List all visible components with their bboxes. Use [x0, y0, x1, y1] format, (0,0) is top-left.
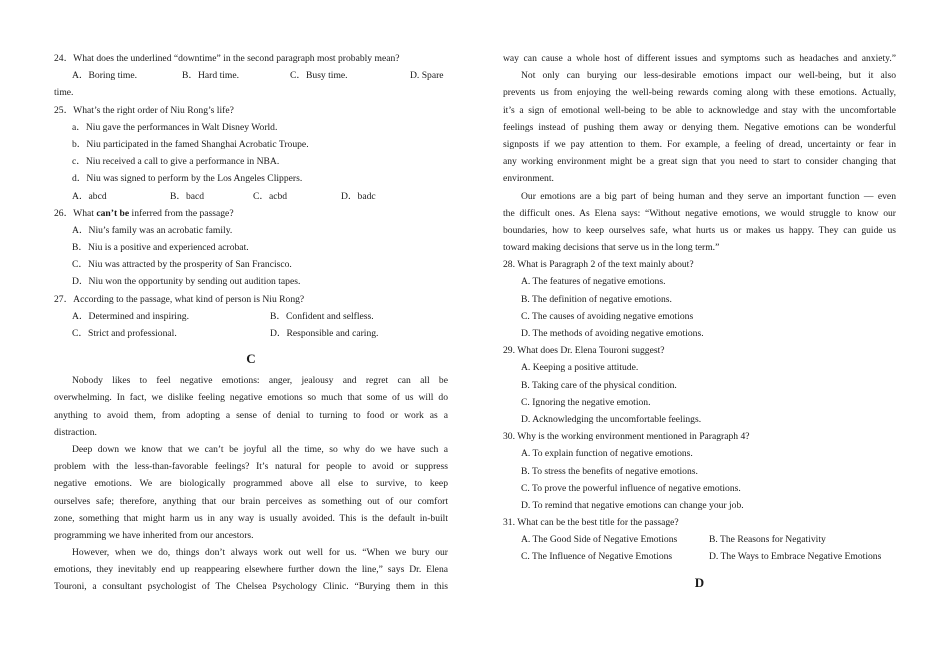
- q25-event-a: a．Niu gave the performances in Walt Disney World.: [72, 121, 278, 133]
- q27-stem: 27．According to the passage, what kind of person is Niu Rong?: [54, 293, 305, 305]
- q24-wrap: time.: [54, 87, 74, 99]
- q26-stem-post: inferred from the passage?: [129, 207, 234, 219]
- passage-c-line: Touroni, a consultant psychologist of The Chelsea Psychology Clinic. “Burying them in this: [54, 581, 448, 593]
- q27-option-a: A．Determined and inspiring.: [72, 310, 189, 322]
- passage-c-line: problem with the less-than-favorable feelings? It’s natural for people to avoid or suppress: [54, 461, 448, 473]
- passage-c-line: programming we have inherited from our ancestors.: [54, 529, 254, 541]
- passage-c-line: boundaries, how to keep ourselves safe, what hurts us or makes us happy. They can guide us: [503, 224, 896, 236]
- passage-c-line: Not only can burying our less-desirable emotions impact our well-being, but it also: [521, 70, 896, 82]
- q26-stem: [54, 205, 448, 222]
- q24-option-a: A．Boring time.: [72, 70, 138, 82]
- q31-option-d: D. The Ways to Embrace Negative Emotions: [709, 551, 882, 563]
- q28-option-d: D. The methods of avoiding negative emotions.: [521, 328, 704, 339]
- passage-c-line: any working environment might be a great sign that you need to start to consider changing that: [503, 156, 896, 168]
- passage-c-line: way can cause a whole host of different issues and symptoms such as headaches and anxiety.”: [503, 53, 896, 64]
- passage-c-line: feelings instead of pushing them away or denying them. Negative emotions can be wonderful: [503, 121, 896, 133]
- q28-option-c: C. The causes of avoiding negative emotions: [521, 310, 694, 322]
- q25-event-c: c．Niu received a call to give a performance in NBA.: [72, 156, 280, 168]
- q29-option-d: D. Acknowledging the uncomfortable feelings.: [521, 413, 702, 425]
- passage-c-line: signposts if we pay attention to them. For example, a feeling of dread, uncertainty or fear in: [503, 138, 896, 150]
- q31-stem: 31. What can be the best title for the passage?: [503, 517, 679, 529]
- section-heading-c: C: [246, 351, 256, 367]
- q26-stem-bold: can’t be: [96, 207, 130, 219]
- q29-option-a: A. Keeping a positive attitude.: [521, 362, 639, 374]
- passage-c-line: distraction.: [54, 426, 97, 438]
- passage-c-line: Nobody likes to feel negative emotions: anger, jealousy and regret can all be: [72, 375, 448, 387]
- q29-option-c: C. Ignoring the negative emotion.: [521, 396, 651, 408]
- passage-c-line: Our emotions are a big part of being human and they serve an important function — even: [521, 190, 896, 202]
- passage-c-line: ourselves safe; therefore, anything that our brain perceives as something out of our comfort: [54, 495, 448, 507]
- q24-options: [54, 67, 448, 84]
- q25-event-d: d．Niu was signed to perform by the Los Angeles Clippers.: [72, 173, 303, 185]
- q24-stem: 24．What does the underlined “downtime” in the second paragraph most probably mean?: [54, 53, 400, 64]
- passage-c-line: Deep down we know that we can’t be joyful all the time, so why do we have such a: [72, 443, 448, 455]
- passage-c-line: However, when we do, things don’t always work out well for us. “When we bury our: [72, 547, 448, 559]
- q30-option-d: D. To remind that negative emotions can change your job.: [521, 499, 744, 511]
- right-column: [503, 50, 896, 596]
- q31-options-row2: [503, 548, 896, 565]
- q27-options-row1: [54, 308, 448, 325]
- q25-options: [54, 188, 448, 205]
- q25-option-d: D．badc: [341, 190, 376, 202]
- passage-c-line: anything to avoid them, from adopting a sense of denial to turning to food or work as a: [54, 409, 448, 421]
- q27-options-row2: [54, 325, 448, 342]
- q26-stem-pre: 26．What: [54, 207, 97, 219]
- q26-option-a: A．Niu’s family was an acrobatic family.: [72, 224, 233, 236]
- passage-c-line: prevents us from enjoying the well-being rewards coming along with these emotions. Actually,: [503, 87, 896, 99]
- section-heading-d: D: [694, 574, 705, 590]
- q26-option-b: B．Niu is a positive and experienced acrobat.: [72, 242, 249, 254]
- q30-option-c: C. To prove the powerful influence of negative emotions.: [521, 482, 741, 494]
- q30-stem: 30. Why is the working environment mentioned in Paragraph 4?: [503, 431, 750, 443]
- q31-option-c: C. The Influence of Negative Emotions: [521, 551, 673, 563]
- q25-option-c: C．acbd: [253, 190, 288, 202]
- q27-option-d: D．Responsible and caring.: [270, 328, 379, 339]
- left-column: [54, 50, 448, 596]
- passage-c-line: environment.: [503, 173, 554, 185]
- q31-options-row1: [503, 531, 896, 548]
- q27-option-c: C．Strict and professional.: [72, 328, 177, 339]
- q30-option-b: B. To stress the benefits of negative emotions.: [521, 465, 698, 477]
- q24-option-c: C．Busy time.: [290, 70, 348, 82]
- q25-option-a: A．abcd: [72, 190, 107, 202]
- q31-option-a: A. The Good Side of Negative Emotions: [521, 534, 678, 546]
- q29-option-b: B. Taking care of the physical condition.: [521, 379, 677, 391]
- q24-option-b: B．Hard time.: [182, 70, 240, 82]
- q25-event-b: b．Niu participated in the famed Shanghai Acrobatic Troupe.: [72, 138, 309, 150]
- passage-c-line: the difficult ones. As Elena says: “Without negative emotions, we would struggle to know our: [503, 207, 896, 219]
- passage-c-line: it’s a sign of emotional well-being to be able to acknowledge and stay with the uncomfortable: [503, 104, 896, 116]
- passage-c-line: overwhelming. In fact, we dislike feeling negative emotions so much that some of us will do: [54, 392, 448, 404]
- q29-stem: 29. What does Dr. Elena Touroni suggest?: [503, 345, 665, 357]
- passage-c-line: toward making decisions that serve us in the long term.”: [503, 242, 720, 254]
- q31-option-b: B. The Reasons for Negativity: [709, 534, 826, 546]
- passage-c-line: emotions, they inevitably end up reappearing elsewhere further down the line,” says Dr. Elena: [54, 564, 448, 576]
- q24-option-d: D. Spare: [410, 70, 444, 82]
- q25-stem: 25．What’s the right order of Niu Rong’s life?: [54, 104, 234, 116]
- q30-option-a: A. To explain function of negative emotions.: [521, 448, 693, 460]
- q25-option-b: B．bacd: [170, 190, 205, 202]
- q28-stem: 28. What is Paragraph 2 of the text mainly about?: [503, 259, 694, 271]
- q28-option-a: A. The features of negative emotions.: [521, 276, 666, 288]
- q26-option-d: D．Niu won the opportunity by sending out audition tapes.: [72, 276, 301, 288]
- passage-c-line: zone, something that might harm us in any way is usually avoided. This is the default in-built: [54, 512, 448, 524]
- passage-c-line: negative emotions. We are biologically programmed above all else to survive, to keep: [54, 478, 448, 490]
- q28-option-b: B. The definition of negative emotions.: [521, 293, 672, 305]
- q27-option-b: B．Confident and selfless.: [270, 310, 374, 322]
- q26-option-c: C．Niu was attracted by the prosperity of San Francisco.: [72, 259, 292, 271]
